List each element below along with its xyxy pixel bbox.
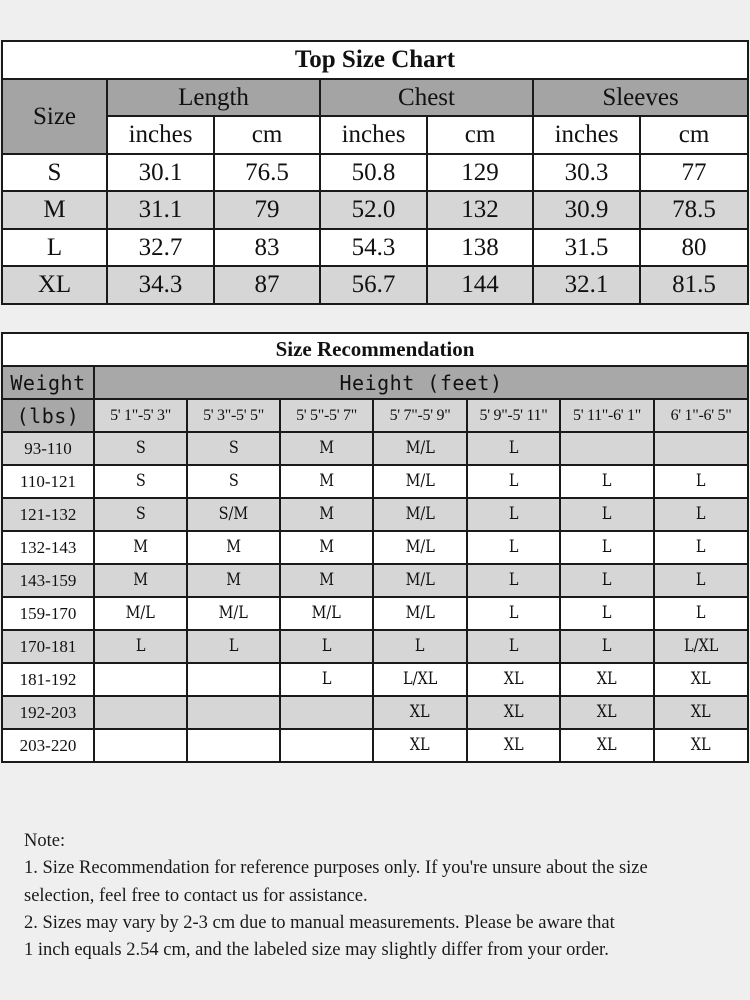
recommended-size-cell: [654, 663, 748, 696]
measurement-cell: 34.3: [107, 266, 214, 304]
recommended-size-value: L: [602, 504, 612, 524]
top-size-chart-table: [1, 40, 749, 305]
recommended-size-cell: [654, 498, 748, 531]
recommended-size-value: L: [696, 603, 706, 623]
recommended-size-cell: [467, 498, 560, 531]
recommended-size-value: M: [319, 438, 334, 458]
recommended-size-value: M: [319, 504, 334, 524]
recommended-size-cell: [560, 696, 654, 729]
recommended-size-cell: [187, 531, 280, 564]
recommended-size-value: M: [319, 570, 334, 590]
recommended-size-cell: [654, 696, 748, 729]
recommended-size-value: XL: [597, 702, 617, 722]
note-line: selection, feel free to contact us for assistance.: [24, 885, 368, 906]
recommendation-row: [2, 663, 748, 696]
unit-header: inches: [533, 116, 640, 154]
recommended-size-value: M: [133, 537, 148, 557]
measurement-cell: 56.7: [320, 266, 427, 304]
measurement-cell: 138: [427, 229, 533, 267]
recommended-size-cell: [654, 630, 748, 663]
weight-range-cell: 132-143: [2, 531, 94, 564]
recommended-size-value: L: [321, 669, 332, 689]
recommended-size-cell: [467, 729, 560, 762]
recommended-size-value: L: [696, 504, 706, 524]
recommended-size-value: S: [228, 438, 239, 458]
recommended-size-value: L: [415, 636, 425, 656]
recommended-size-cell: [280, 630, 373, 663]
recommended-size-cell: [373, 432, 467, 465]
sleeves-group-header: Sleeves: [533, 79, 748, 117]
recommended-size-value: XL: [691, 669, 711, 689]
height-range-header: 6' 1"-6' 5": [654, 399, 748, 432]
recommended-size-value: L: [602, 537, 612, 557]
recommended-size-value: L: [602, 570, 612, 590]
recommended-size-cell: [280, 729, 373, 762]
recommended-size-value: M: [319, 471, 334, 491]
recommended-size-value: M: [226, 570, 241, 590]
note-line: 1 inch equals 2.54 cm, and the labeled size may slightly differ from your order.: [24, 940, 609, 961]
recommended-size-cell: [94, 597, 187, 630]
recommended-size-value: L: [602, 603, 612, 623]
recommended-size-cell: [373, 564, 467, 597]
measurement-cell: 81.5: [640, 266, 748, 304]
recommended-size-value: L: [508, 438, 519, 458]
weight-range-cell: 203-220: [2, 729, 94, 762]
recommended-size-value: S/M: [218, 504, 249, 524]
measurement-cell: 32.1: [533, 266, 640, 304]
recommended-size-cell: [94, 663, 187, 696]
recommendation-row: [2, 597, 748, 630]
size-chart-body: [2, 154, 748, 304]
size-label-cell: XL: [2, 266, 107, 304]
recommended-size-cell: [560, 663, 654, 696]
recommended-size-value: XL: [597, 669, 617, 689]
size-recommendation-table: [1, 332, 749, 763]
height-range-header: 5' 11"-6' 1": [560, 399, 654, 432]
recommended-size-cell: [280, 432, 373, 465]
recommended-size-value: M/L: [311, 603, 342, 623]
measurement-cell: 30.1: [107, 154, 214, 192]
measurement-cell: 31.1: [107, 191, 214, 229]
recommended-size-cell: [467, 465, 560, 498]
recommended-size-cell: [373, 663, 467, 696]
recommended-size-cell: [187, 564, 280, 597]
recommended-size-value: M/L: [405, 570, 435, 590]
recommended-size-cell: [467, 630, 560, 663]
size-row: [2, 266, 748, 304]
recommended-size-value: XL: [691, 702, 711, 722]
recommended-size-value: L/XL: [402, 669, 438, 689]
recommended-size-value: XL: [597, 735, 617, 755]
recommended-size-cell: [94, 465, 187, 498]
measurement-cell: 77: [640, 154, 748, 192]
measurement-cell: 52.0: [320, 191, 427, 229]
recommended-size-cell: [94, 498, 187, 531]
measurement-cell: 54.3: [320, 229, 427, 267]
chest-group-header: Chest: [320, 79, 533, 117]
recommended-size-cell: [280, 597, 373, 630]
height-range-header: 5' 3"-5' 5": [187, 399, 280, 432]
recommended-size-cell: [373, 696, 467, 729]
recommendation-row: [2, 432, 748, 465]
size-row: [2, 229, 748, 267]
weight-range-cell: 121-132: [2, 498, 94, 531]
note-line: 1. Size Recommendation for reference purposes only. If you're unsure about the size: [24, 858, 648, 879]
size-chart-title: Top Size Chart: [2, 41, 748, 79]
recommended-size-value: L: [696, 537, 706, 557]
recommended-size-cell: [187, 498, 280, 531]
recommended-size-value: XL: [410, 702, 430, 722]
recommended-size-cell: [560, 465, 654, 498]
recommended-size-value: S: [228, 471, 239, 491]
recommended-size-value: L: [508, 537, 519, 557]
recommended-size-cell: [94, 564, 187, 597]
recommended-size-value: XL: [503, 735, 524, 755]
recommendation-row: [2, 630, 748, 663]
recommended-size-value: L: [228, 636, 239, 656]
recommendation-row: [2, 564, 748, 597]
recommended-size-cell: [560, 498, 654, 531]
measurement-cell: 83: [214, 229, 320, 267]
recommendation-row: [2, 531, 748, 564]
recommended-size-value: XL: [503, 702, 524, 722]
measurement-cell: 129: [427, 154, 533, 192]
size-column-header: Size: [2, 79, 107, 154]
measurement-cell: 31.5: [533, 229, 640, 267]
recommended-size-cell: [280, 531, 373, 564]
recommended-size-cell: [187, 663, 280, 696]
recommended-size-value: M/L: [405, 471, 435, 491]
recommended-size-cell: [94, 696, 187, 729]
recommended-size-cell: [94, 630, 187, 663]
recommended-size-value: L: [602, 471, 612, 491]
note-heading: Note:: [24, 831, 66, 851]
measurement-cell: 32.7: [107, 229, 214, 267]
recommendation-row: [2, 696, 748, 729]
recommended-size-value: M/L: [405, 603, 435, 623]
recommended-size-cell: [373, 597, 467, 630]
recommended-size-value: L: [696, 570, 706, 590]
recommended-size-cell: [187, 630, 280, 663]
recommended-size-cell: [280, 498, 373, 531]
recommendation-row: [2, 729, 748, 762]
recommended-size-cell: [560, 729, 654, 762]
recommended-size-cell: [94, 432, 187, 465]
measurement-cell: 50.8: [320, 154, 427, 192]
length-group-header: Length: [107, 79, 320, 117]
size-label-cell: L: [2, 229, 107, 267]
measurement-cell: 87: [214, 266, 320, 304]
recommended-size-cell: [560, 630, 654, 663]
recommendation-row: [2, 465, 748, 498]
recommended-size-cell: [280, 663, 373, 696]
weight-range-cell: 93-110: [2, 432, 94, 465]
recommended-size-cell: [187, 432, 280, 465]
unit-header: cm: [427, 116, 533, 154]
recommended-size-value: M: [319, 537, 334, 557]
note-line: 2. Sizes may vary by 2-3 cm due to manual measurements. Please be aware that: [24, 912, 615, 933]
recommended-size-value: S: [135, 471, 146, 491]
recommended-size-value: L: [508, 636, 519, 656]
recommended-size-value: L: [696, 471, 706, 491]
recommended-size-cell: [94, 729, 187, 762]
recommended-size-cell: [654, 432, 748, 465]
recommended-size-cell: [467, 564, 560, 597]
measurement-cell: 78.5: [640, 191, 748, 229]
recommended-size-value: L: [508, 570, 519, 590]
recommended-size-value: L: [508, 471, 519, 491]
recommended-size-value: L: [508, 603, 519, 623]
recommended-size-cell: [280, 696, 373, 729]
recommended-size-cell: [373, 498, 467, 531]
recommended-size-cell: [560, 432, 654, 465]
recommended-size-value: S: [135, 438, 146, 458]
recommended-size-value: M: [133, 570, 148, 590]
recommended-size-cell: [187, 696, 280, 729]
recommended-size-cell: [560, 531, 654, 564]
recommended-size-value: S: [135, 504, 146, 524]
recommended-size-cell: [467, 696, 560, 729]
recommended-size-cell: [654, 564, 748, 597]
size-row: [2, 191, 748, 229]
measurement-cell: 30.9: [533, 191, 640, 229]
weight-range-cell: 159-170: [2, 597, 94, 630]
recommended-size-value: L: [321, 636, 332, 656]
recommended-size-value: M: [226, 537, 241, 557]
recommended-size-cell: [654, 531, 748, 564]
recommended-size-cell: [560, 597, 654, 630]
measurement-cell: 80: [640, 229, 748, 267]
recommended-size-cell: [373, 531, 467, 564]
height-range-header: 5' 9"-5' 11": [467, 399, 560, 432]
size-recommendation-body: [2, 432, 748, 762]
note-section: [24, 828, 734, 964]
size-row: [2, 154, 748, 192]
weight-range-cell: 192-203: [2, 696, 94, 729]
recommended-size-cell: [560, 564, 654, 597]
recommended-size-value: M/L: [405, 504, 435, 524]
recommended-size-cell: [654, 729, 748, 762]
recommended-size-cell: [187, 465, 280, 498]
weight-range-cell: 181-192: [2, 663, 94, 696]
measurement-cell: 76.5: [214, 154, 320, 192]
recommended-size-value: M/L: [125, 603, 156, 623]
recommended-size-cell: [467, 597, 560, 630]
weight-range-cell: 110-121: [2, 465, 94, 498]
weight-range-cell: 143-159: [2, 564, 94, 597]
measurement-cell: 132: [427, 191, 533, 229]
recommended-size-value: XL: [410, 735, 430, 755]
recommended-size-cell: [280, 564, 373, 597]
measurement-cell: 30.3: [533, 154, 640, 192]
weight-range-cell: 170-181: [2, 630, 94, 663]
recommended-size-cell: [467, 663, 560, 696]
height-range-header: 5' 7"-5' 9": [373, 399, 467, 432]
recommended-size-cell: [654, 465, 748, 498]
measurement-cell: 144: [427, 266, 533, 304]
weight-unit-header: (lbs): [2, 399, 94, 432]
height-range-header: 5' 5"-5' 7": [280, 399, 373, 432]
unit-header: inches: [107, 116, 214, 154]
recommended-size-value: M/L: [405, 537, 435, 557]
measurement-cell: 79: [214, 191, 320, 229]
size-recommendation-title: Size Recommendation: [2, 333, 748, 366]
weight-header: Weight: [2, 366, 94, 399]
recommended-size-cell: [187, 729, 280, 762]
size-label-cell: S: [2, 154, 107, 192]
recommended-size-cell: [373, 630, 467, 663]
recommended-size-value: XL: [691, 735, 711, 755]
recommended-size-cell: [373, 729, 467, 762]
recommended-size-cell: [373, 465, 467, 498]
recommended-size-cell: [467, 432, 560, 465]
recommended-size-value: M/L: [405, 438, 435, 458]
unit-header: cm: [640, 116, 748, 154]
unit-header: cm: [214, 116, 320, 154]
recommended-size-value: L/XL: [683, 636, 719, 656]
recommendation-row: [2, 498, 748, 531]
recommended-size-cell: [467, 531, 560, 564]
recommended-size-value: L: [135, 636, 146, 656]
unit-header: inches: [320, 116, 427, 154]
height-range-header: 5' 1"-5' 3": [94, 399, 187, 432]
size-label-cell: M: [2, 191, 107, 229]
recommended-size-cell: [280, 465, 373, 498]
recommended-size-value: XL: [503, 669, 524, 689]
recommended-size-cell: [187, 597, 280, 630]
recommended-size-value: L: [602, 636, 612, 656]
recommended-size-value: L: [508, 504, 519, 524]
recommended-size-cell: [654, 597, 748, 630]
height-header: Height (feet): [94, 366, 748, 399]
recommended-size-value: M/L: [218, 603, 249, 623]
recommended-size-cell: [94, 531, 187, 564]
